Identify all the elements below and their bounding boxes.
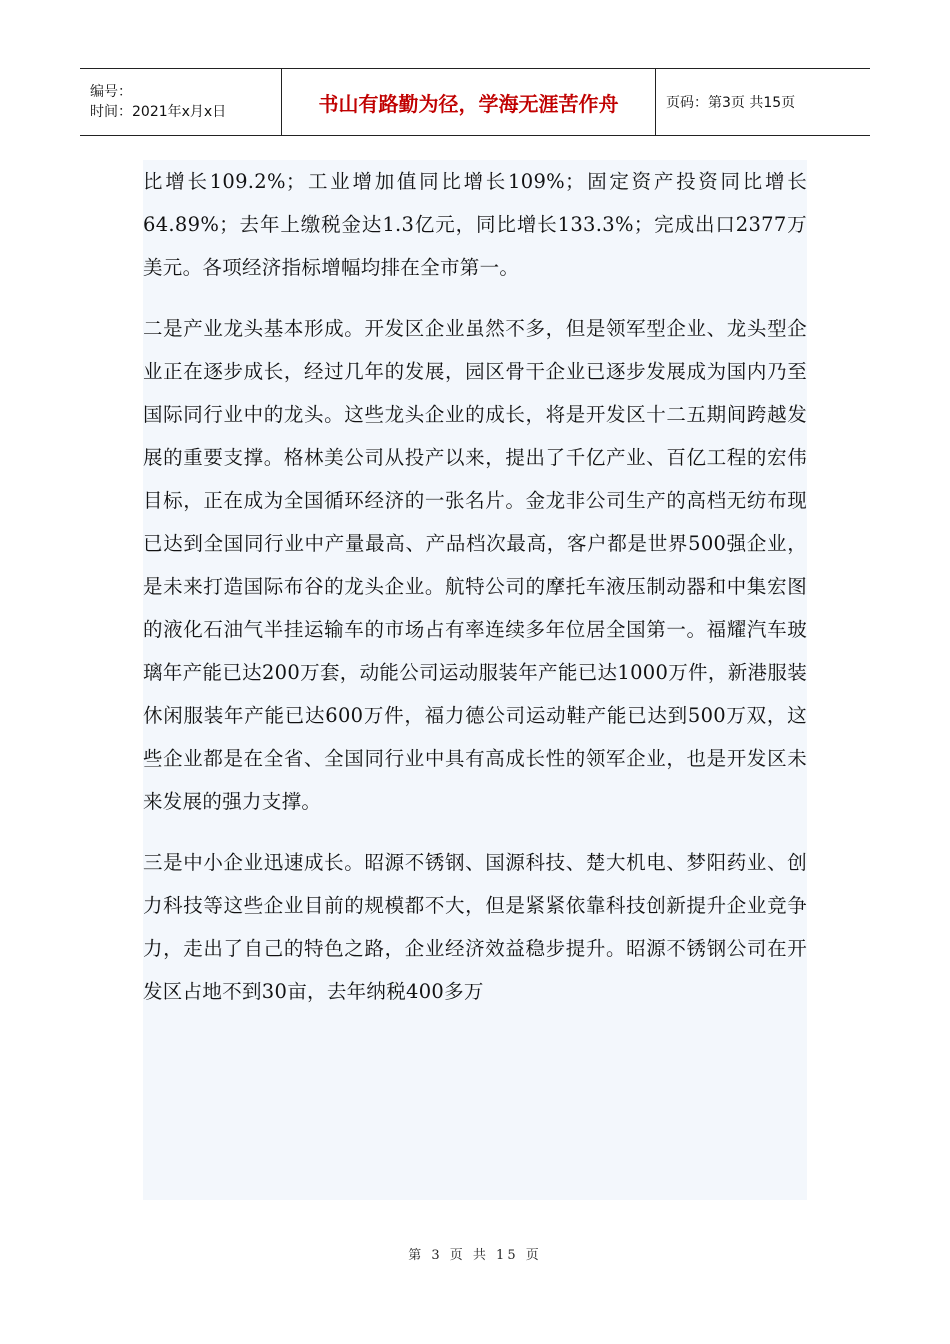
document-body <box>143 160 807 1200</box>
header-motto: 书山有路勤为径，学海无涯苦作舟 <box>282 69 656 135</box>
page-header <box>80 68 870 136</box>
paragraph-3: 三是中小企业迅速成长。昭源不锈钢、国源科技、楚大机电、梦阳药业、创力科技等这些企业目前的规模都不大，但是紧紧依靠科技创新提升企业竞争力，走出了自己的特色之路，企业经济效益稳步提升。昭源不锈钢公司在开发区占地不到30亩，去年纳税400多万 <box>143 851 807 1003</box>
paragraph-1: 比增长109.2%；工业增加值同比增长109%；固定资产投资同比增长64.89%；去年上缴税金达1.3亿元，同比增长133.3%；完成出口2377万美元。各项经济指标增幅均排在全市第一。 <box>143 170 807 279</box>
paragraph-2: 二是产业龙头基本形成。开发区企业虽然不多，但是领军型企业、龙头型企业正在逐步成长，经过几年的发展，园区骨干企业已逐步发展成为国内乃至国际同行业中的龙头。这些龙头企业的成长，将是开发区十二五期间跨越发展的重要支撑。格林美公司从投产以来，提出了千亿产业、百亿工程的宏伟目标，正在成为全国循环经济的一张名片。金龙非公司生产的高档无纺布现已达到全国同行业中产量最高、产品档次最高，客户都是世界500强企业，是未来打造国际布谷的龙头企业。航特公司的摩托车液压制动器和中集宏图的液化石油气半挂运输车的市场占有率连续多年位居全国第一。福耀汽车玻璃年产能已达200万套，动能公司运动服装年产能已达1000万件，新港服装休闲服装年产能已达600万件，福力德公司运动鞋产能已达到500万双，这些企业都是在全省、全国同行业中具有高成长性的领军企业，也是开发区未来发展的强力支撑。 <box>143 317 807 813</box>
date-label: 时间：2021年x月x日 <box>90 104 227 120</box>
header-meta <box>80 69 282 135</box>
header-page-info: 页码：第3页 共15页 <box>666 95 796 111</box>
serial-label: 编号： <box>90 84 132 100</box>
page-footer: 第 3 页 共 15 页 <box>408 1248 542 1263</box>
